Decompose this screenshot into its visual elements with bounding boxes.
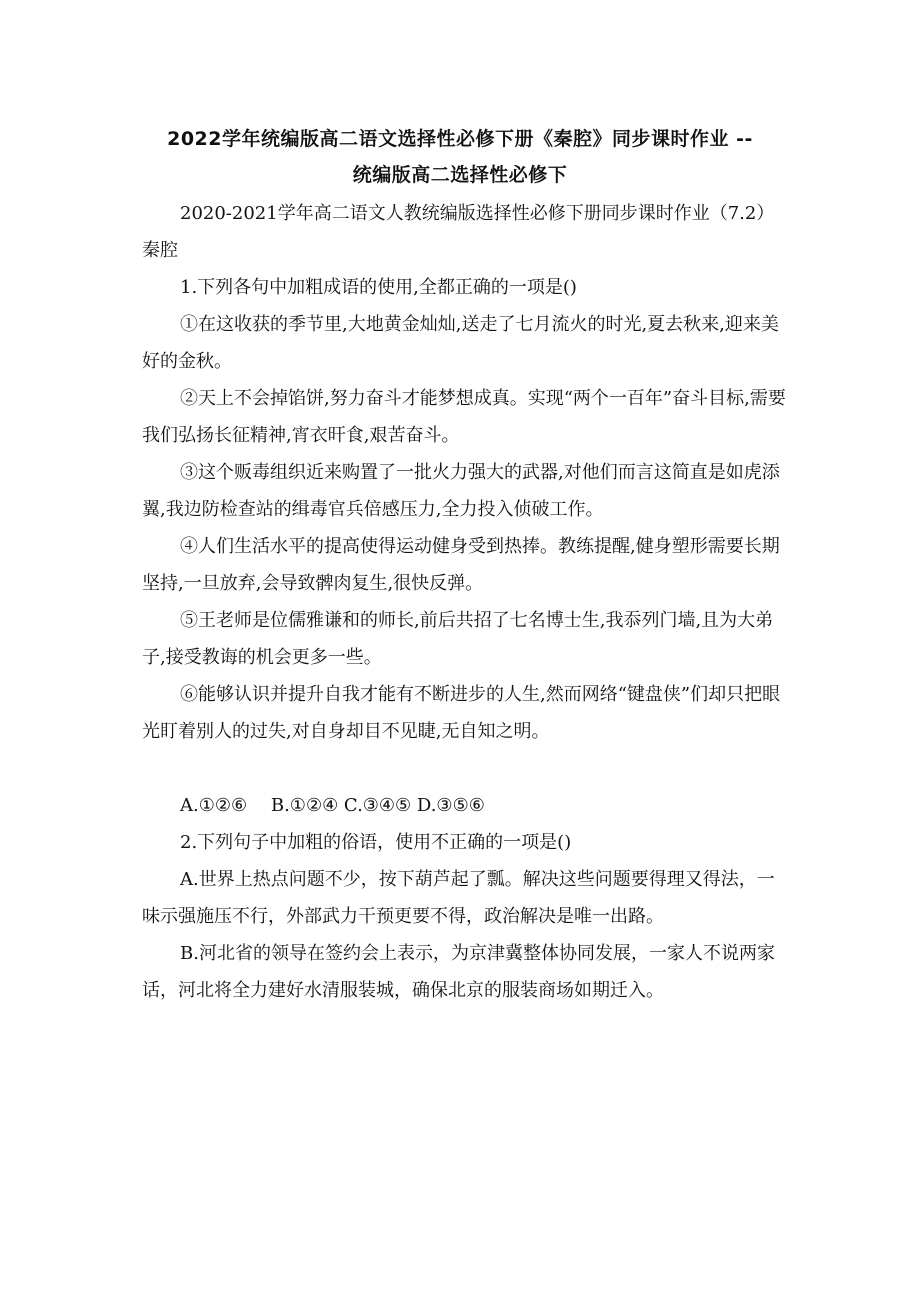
question-1-item: ④人们生活水平的提高使得运动健身受到热捧。教练提醒,健身塑形需要长期坚持,一旦放弃,会导致髀肉复生,很快反弹。 (142, 536, 780, 594)
document-title-line-2: 统编版高二选择性必修下 (352, 164, 568, 186)
question-2-option: A.世界上热点问题不少，按下葫芦起了瓢。解决这些问题要得理又得法，一味示强施压不行，外部武力干预更要不得，政治解决是唯一出路。 (142, 869, 775, 927)
question-1-item: ⑥能够认识并提升自我才能有不断进步的人生,然而网络“键盘侠”们却只把眼光盯着别人的过失,对自身却目不见睫,无自知之明。 (142, 684, 781, 742)
document-body (142, 195, 792, 1009)
blank-line (142, 750, 792, 787)
question-1-stem: 1.下列各句中加粗成语的使用,全都正确的一项是() (180, 277, 577, 298)
question-2-option: B.河北省的领导在签约会上表示，为京津冀整体协同发展，一家人不说两家话，河北将全力建好水清服装城，确保北京的服装商场如期迁入。 (142, 943, 775, 1001)
question-1-item: ①在这收获的季节里,大地黄金灿灿,送走了七月流火的时光,夏去秋来,迎来美好的金秋。 (142, 314, 779, 372)
question-1-options: A.①②⑥ B.①②④ C.③④⑤ D.③⑤⑥ (180, 795, 485, 816)
intro-paragraph: 2020-2021学年高二语文人教统编版选择性必修下册同步课时作业（7.2）秦腔 (142, 203, 775, 261)
question-1-item: ⑤王老师是位儒雅谦和的师长,前后共招了七名博士生,我忝列门墙,且为大弟子,接受教诲的机会更多一些。 (142, 610, 774, 668)
question-2-stem: 2.下列句子中加粗的俗语，使用不正确的一项是() (180, 832, 572, 853)
question-1-item: ②天上不会掉馅饼,努力奋斗才能梦想成真。实现“两个一百年”奋斗目标,需要我们弘扬长征精神,宵衣旰食,艰苦奋斗。 (142, 388, 786, 446)
question-1-item: ③这个贩毒组织近来购置了一批火力强大的武器,对他们而言这简直是如虎添翼,我边防检查站的缉毒官兵倍感压力,全力投入侦破工作。 (142, 462, 780, 520)
document-title-line-1: 2022学年统编版高二语文选择性必修下册《秦腔》同步课时作业 -- (167, 128, 753, 150)
